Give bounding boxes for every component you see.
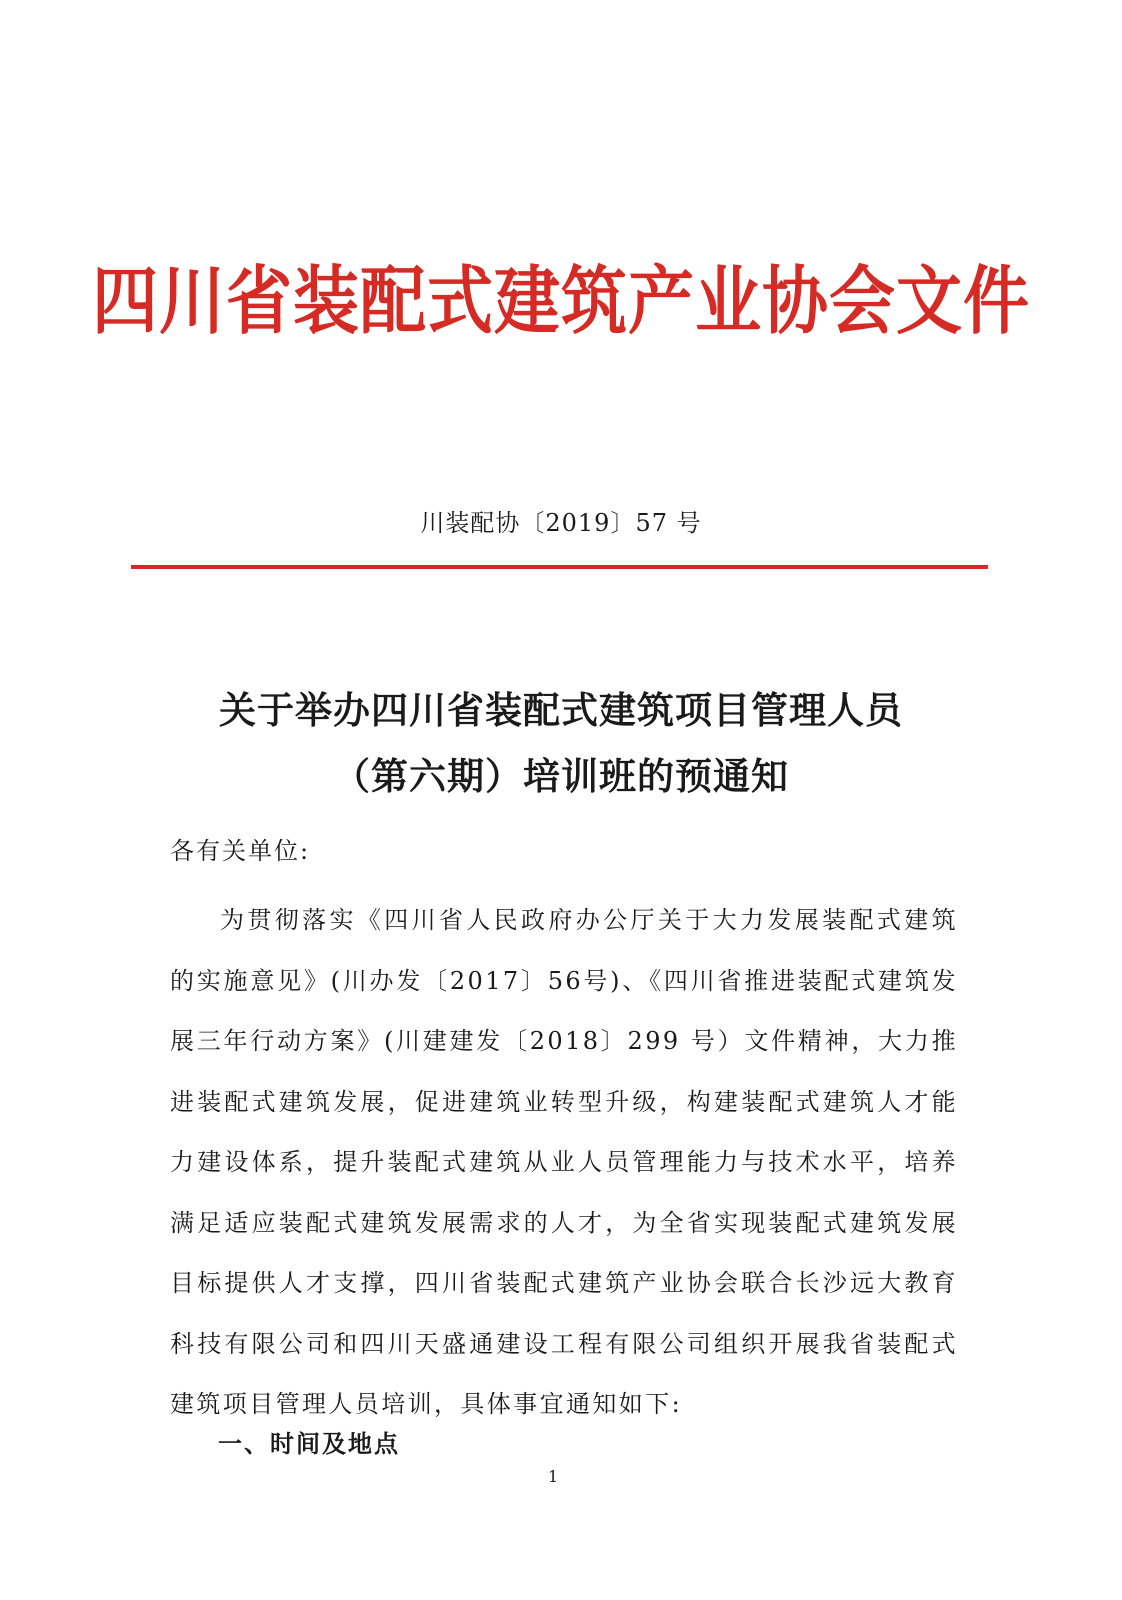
section-heading-time-location: 一、时间及地点 <box>218 1430 400 1458</box>
notice-title-line-2: （第六期）培训班的预通知 <box>333 755 789 798</box>
page-number: 1 <box>548 1467 559 1486</box>
red-divider-line <box>131 565 988 569</box>
body-paragraph: 为贯彻落实《四川省人民政府办公厅关于大力发展装配式建筑的实施意见》(川办发〔2017〕56号)、《四川省推进装配式建筑发展三年行动方案》(川建建发〔2018〕299 号）文件精神，大力推进装配式建筑发展，促进建筑业转型升级，构建装配式建筑人才能力建设体系，提升装配式建筑从业人员管理能力与技术水平，培养满足适应装配式建筑发展需求的人才，为全省实现装配式建筑发展目标提供人才支撑，四川省装配式建筑产业协会联合长沙远大教育科技有限公司和四川天盛通建设工程有限公司组织开展我省装配式建筑项目管理人员培训，具体事宜通知如下: <box>170 906 958 1418</box>
salutation: 各有关单位: <box>170 837 311 865</box>
notice-title-line-1: 关于举办四川省装配式建筑项目管理人员 <box>219 689 903 732</box>
document-number: 川装配协〔2019〕57 号 <box>420 509 702 537</box>
notice-title <box>0 678 1122 810</box>
organization-header-title: 四川省装配式建筑产业协会文件 <box>92 258 1030 345</box>
